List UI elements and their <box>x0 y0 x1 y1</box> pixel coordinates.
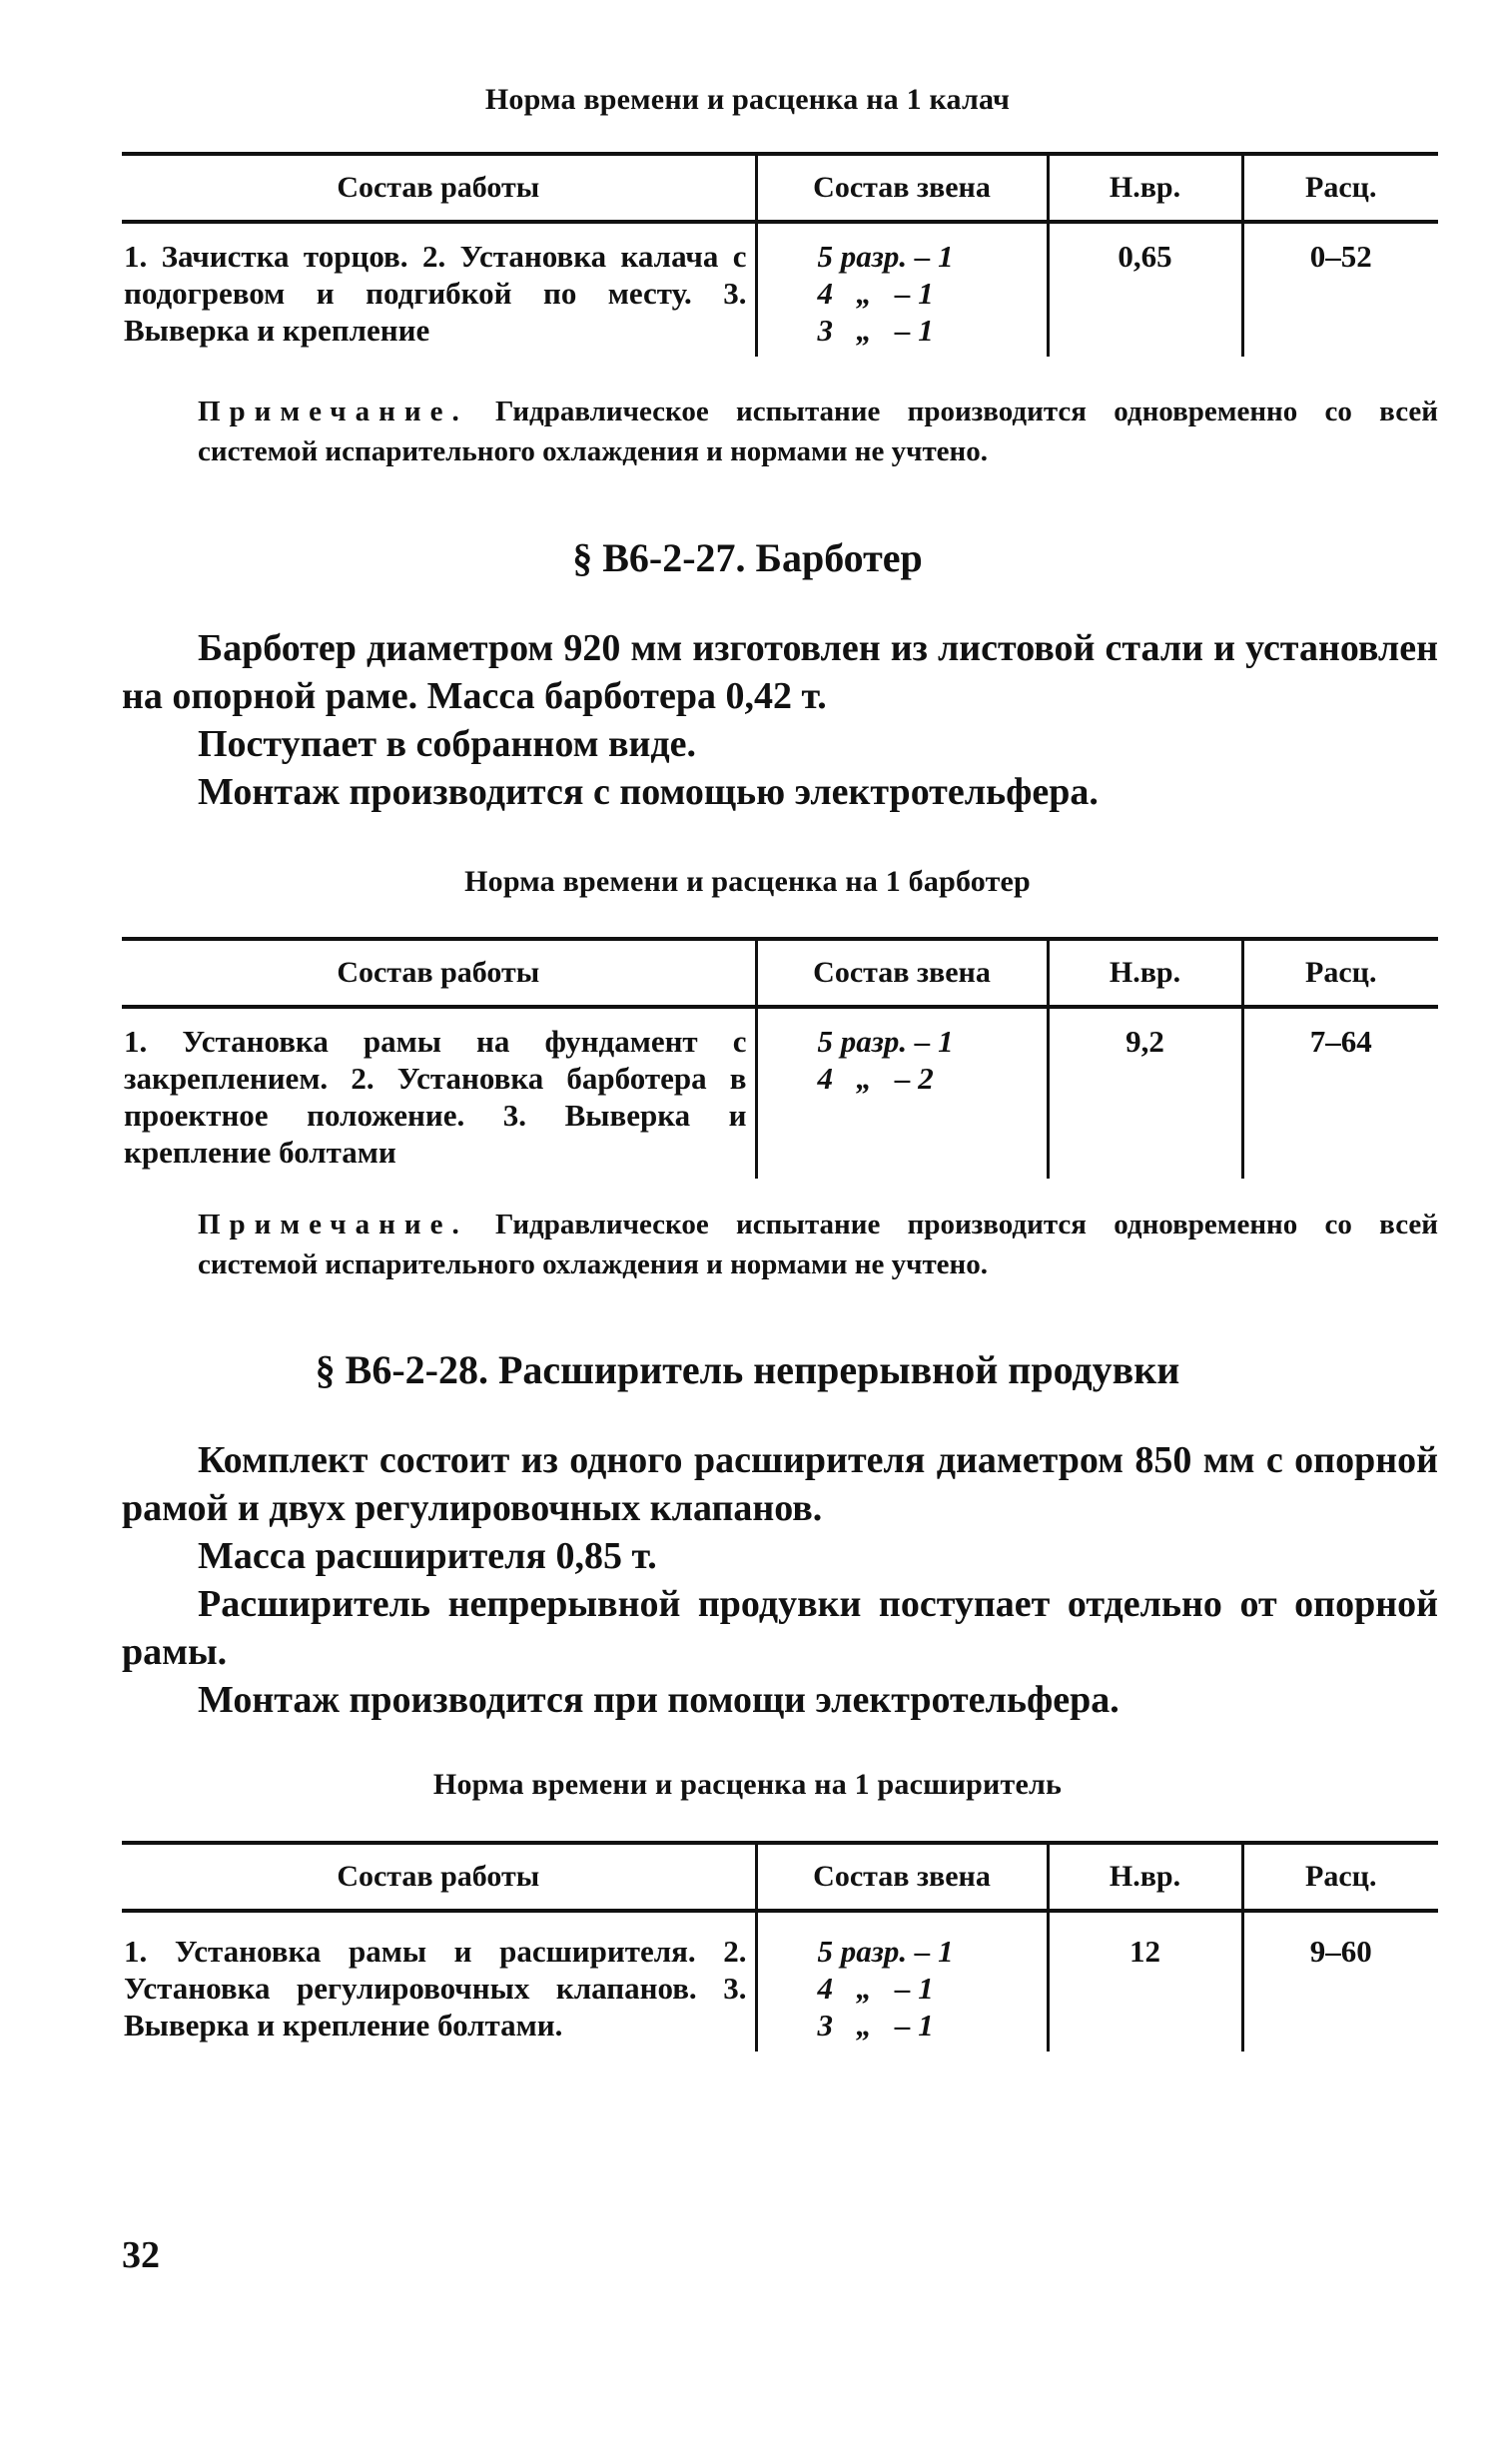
header-work: Состав работы <box>337 956 540 989</box>
crew-line: 3 „ – 1 <box>817 2008 934 2043</box>
table-title-rasshiritel: Норма времени и расценка на 1 расширитель <box>432 1768 1063 1801</box>
header-time: Н.вр. <box>1048 154 1242 222</box>
header-time: Н.вр. <box>1048 1843 1242 1911</box>
paragraph: Масса расширителя 0,85 т. <box>198 1535 657 1577</box>
note-text: Гидравлическое испытание производится одновременно со всей системой испарительного охлаждения и нормами не учтено. <box>198 1209 1439 1280</box>
header-rate: Расц. <box>1242 939 1438 1007</box>
cell-crew <box>756 1911 1048 2052</box>
table-title-barboter: Норма времени и расценка на 1 барботер <box>464 865 1031 898</box>
table-header-row <box>122 154 1438 222</box>
header-crew: Состав звена <box>756 154 1048 222</box>
paragraph: Монтаж производится с помощью электротельфера. <box>198 771 1099 813</box>
header-rate: Расц. <box>1242 154 1438 222</box>
norm-table-rasshiritel <box>122 1841 1438 2052</box>
note-text: Гидравлическое испытание производится одновременно со всей системой испарительного охлаждения и нормами не учтено. <box>198 396 1439 467</box>
table-row <box>122 1911 1438 2052</box>
crew-line: 4 „ – 1 <box>817 276 934 311</box>
cell-work: 1. Установка рамы и расширителя. 2. Установка регулировочных клапанов. 3. Выверка и крепление болтами. <box>124 1934 747 2043</box>
paragraph: Монтаж производится при помощи электротельфера. <box>198 1679 1120 1721</box>
note-label: Примечание. <box>198 396 468 427</box>
header-rate: Расц. <box>1242 1843 1438 1911</box>
header-work: Состав работы <box>337 171 540 204</box>
table-title-kalach: Норма времени и расценка на 1 калач <box>484 83 1011 116</box>
crew-line: 5 разр. – 1 <box>817 1934 954 1969</box>
section-title-rasshiritel: § В6-2-28. Расширитель непрерывной продувки <box>315 1347 1180 1392</box>
page-number: 32 <box>122 2234 160 2276</box>
cell-work: 1. Зачистка торцов. 2. Установка калача с подогревом и подгибкой по месту. 3. Выверка и крепление <box>124 239 747 348</box>
paragraph: Барботер диаметром 920 мм изготовлен из листовой стали и установлен на опорной раме. Масса барботера 0,42 т. <box>122 627 1438 717</box>
header-crew: Состав звена <box>756 1843 1048 1911</box>
paragraph: Поступает в собранном виде. <box>198 723 696 765</box>
norm-table-barboter <box>122 937 1438 1179</box>
cell-crew <box>756 222 1048 357</box>
header-time: Н.вр. <box>1048 939 1242 1007</box>
paragraph: Комплект состоит из одного расширителя диаметром 850 мм с опорной рамой и двух регулировочных клапанов. <box>122 1439 1438 1529</box>
crew-line: 3 „ – 1 <box>817 313 934 348</box>
paragraph: Расширитель непрерывной продувки поступает отдельно от опорной рамы. <box>122 1583 1438 1673</box>
cell-time: 9,2 <box>1048 1007 1242 1179</box>
cell-rate: 7–64 <box>1242 1007 1438 1179</box>
cell-rate: 0–52 <box>1242 222 1438 357</box>
cell-time: 0,65 <box>1048 222 1242 357</box>
header-crew: Состав звена <box>756 939 1048 1007</box>
crew-line: 4 „ – 1 <box>817 1971 934 2006</box>
note-label: Примечание. <box>198 1209 468 1240</box>
note-barboter <box>122 1205 1438 1284</box>
section-body-rasshiritel <box>122 1436 1438 1724</box>
crew-line: 4 „ – 2 <box>817 1061 934 1096</box>
table-header-row <box>122 1843 1438 1911</box>
cell-time: 12 <box>1048 1911 1242 2052</box>
section-body-barboter <box>122 624 1438 816</box>
norm-table-kalach <box>122 152 1438 357</box>
cell-rate: 9–60 <box>1242 1911 1438 2052</box>
cell-crew <box>756 1007 1048 1179</box>
table-header-row <box>122 939 1438 1007</box>
section-title-barboter: § В6-2-27. Барботер <box>572 535 923 580</box>
cell-work: 1. Установка рамы на фундамент с закреплением. 2. Установка барботера в проектное положение. 3. Выверка и крепление болтами <box>124 1024 747 1170</box>
crew-line: 5 разр. – 1 <box>817 1024 954 1059</box>
table-row <box>122 1007 1438 1179</box>
crew-line: 5 разр. – 1 <box>817 239 954 274</box>
header-work: Состав работы <box>337 1860 540 1893</box>
note-kalach <box>122 392 1438 471</box>
table-row <box>122 222 1438 357</box>
